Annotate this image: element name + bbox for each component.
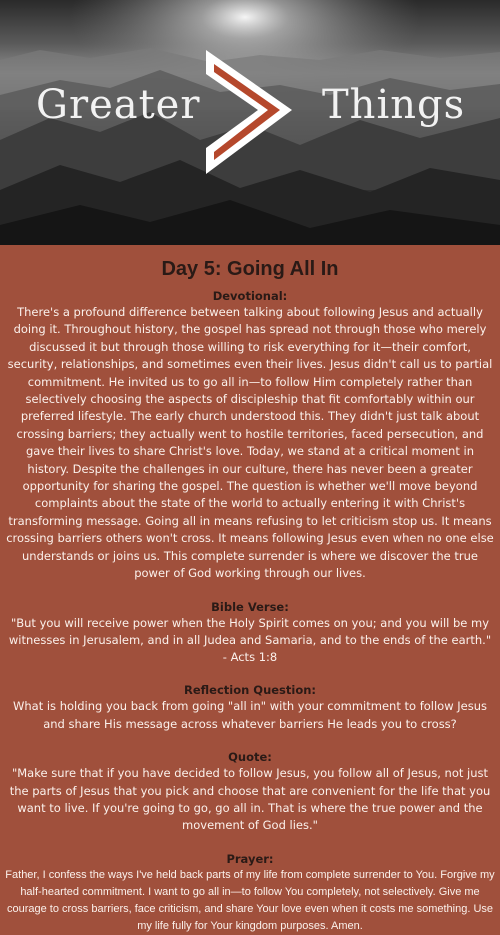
prayer-text: Father, I confess the ways I've held back parts of my life from complete surrender to You. Forgive my half-hearted commitment. I want to go all in—to follow You completely, not selectively. Give me courage to cross barriers, face criticism, and share Your love even when it costs me something. Use my life fully for Your kingdom purposes. Amen. [5,868,495,932]
bible-verse-heading: Bible Verse: [211,599,289,614]
page-title: Day 5: Going All In [161,258,339,280]
bible-verse-text: "But you will receive power when the Holy Spirit comes on you; and you will be my witnesses in Jerusalem, and in all Judea and Samaria, and to the ends of the earth." [8,615,492,647]
brand-word-right: Things [322,82,466,128]
quote-text: "Make sure that if you have decided to follow Jesus, you follow all of Jesus, not just the parts of Jesus that you pick and choose that are convenient for the life that you want to live. If you're going to go, go all in. That is where the true power and the movement of God lies." [9,766,491,833]
brand-word-left: Greater [36,82,201,128]
devotional-text: There's a profound difference between talking about following Jesus and actually doing it. Throughout history, the gospel has spread not through those who merely discussed it but through those willing to risk everything for it—their comfort, security, relationships, and sometimes even their lives. Jesus didn't call us to partial commitment. He invited us to go all in—to follow Him completely rather than selectively choosing the aspects of discipleship that fit comfortably within our preferred lifestyle. The early church understood this. They didn't just talk about crossing barriers; they actually went to hostile territories, faced persecution, and gave their lives to share Christ's love. Today, we stand at a critical moment in history. Despite the challenges in our culture, there has never been a greater opportunity for sharing the gospel. The question is whether we'll move beyond complaints about the state of the world to actually entering it with Christ's transforming message. Going all in means refusing to let criticism stop us. It means crossing barriers others won't cross. It means following Jesus even when no one else understands or joins us. This complete surrender is where we discover the true power of God working through our lives. [6,305,494,581]
chevron-logo-icon [196,50,296,176]
bible-verse-reference: - Acts 1:8 [222,650,278,665]
reflection-heading: Reflection Question: [183,683,317,698]
prayer-heading: Prayer: [226,851,274,866]
hero-banner [0,0,500,245]
devotional-content [0,245,500,932]
reflection-text: What is holding you back from going "all in" with your commitment to follow Jesus and share His message across whatever barriers He leads you to cross? [12,699,488,731]
quote-heading: Quote: [228,750,272,765]
devotional-heading: Devotional: [212,289,288,303]
